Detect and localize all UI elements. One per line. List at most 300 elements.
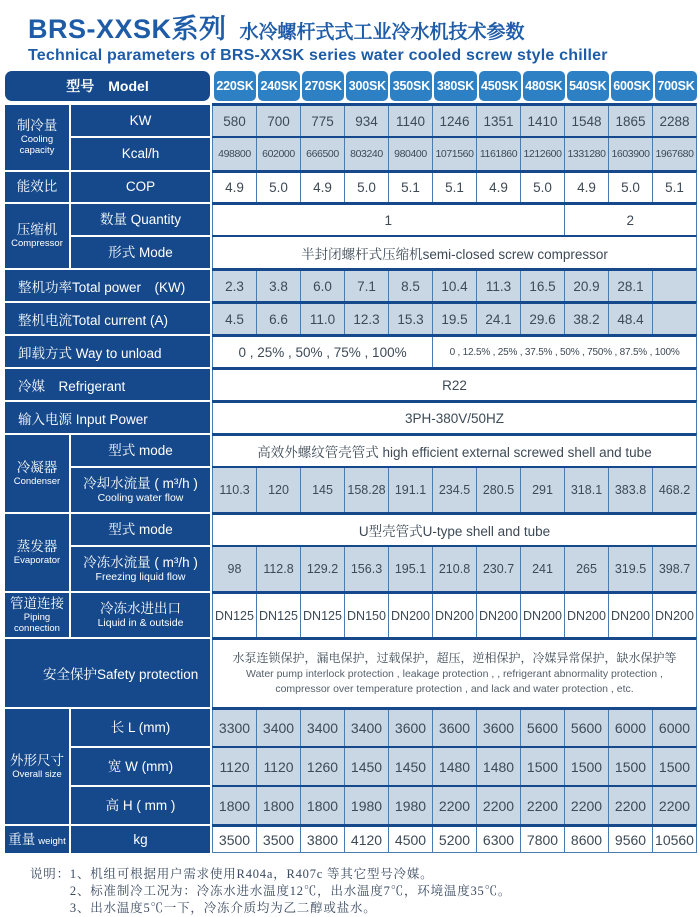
sub-label-cell — [71, 709, 210, 746]
note-line: 3、出水温度5℃一下，冷冻介质均为乙二醇或盐水。 — [69, 901, 377, 915]
data-cell: DN125 — [256, 594, 300, 637]
data-cell: 1212600 — [520, 138, 564, 170]
span-cell: 0 , 25% , 50% , 75% , 100% — [212, 337, 432, 367]
table-row — [5, 400, 697, 433]
sub-label-cell — [71, 105, 210, 136]
data-cell: 1120 — [256, 748, 300, 785]
data-cell: 1865 — [608, 106, 652, 136]
table-row — [71, 235, 697, 268]
data-cell: 4.5 — [212, 304, 256, 334]
sub-label-cell — [71, 172, 210, 202]
category-cell-cop — [5, 172, 69, 202]
model-header-row — [5, 71, 697, 101]
data-cell: 4.9 — [212, 173, 256, 202]
data-cell: 29.6 — [520, 304, 564, 334]
data-cell: 10.4 — [432, 271, 476, 301]
band-rows-piping — [71, 591, 697, 637]
data-cell: 9560 — [608, 827, 652, 852]
data-cell: 2288 — [652, 106, 696, 136]
row-data — [212, 591, 697, 637]
table-row — [5, 367, 697, 400]
model-tabs — [212, 71, 697, 101]
table-row — [71, 746, 697, 785]
table-row — [71, 824, 697, 853]
category-cell-evaporator — [5, 514, 69, 591]
notes-items — [70, 866, 511, 917]
category-label-en: Cooling capacity — [19, 134, 55, 157]
band-rows-cooling-capacity — [71, 103, 697, 170]
data-cell: DN200 — [476, 594, 520, 637]
table-row — [71, 785, 697, 824]
sub-label: 冷冻水进出口 — [100, 600, 181, 616]
band-rows-refrigerant — [5, 367, 697, 400]
data-cell: 6000 — [652, 710, 696, 746]
model-tab-450sk: 450SK — [479, 71, 521, 101]
band-input-power — [5, 400, 697, 433]
band-total-power — [5, 268, 697, 301]
data-cell: 319.5 — [608, 547, 652, 591]
category-label-en: Piping connection — [14, 611, 60, 634]
table-row — [5, 637, 697, 707]
row-data — [212, 746, 697, 785]
data-cell: 3.8 — [256, 271, 300, 301]
category-cell-weight — [5, 826, 69, 853]
data-cell: 3400 — [300, 710, 344, 746]
model-tab-220sk: 220SK — [214, 71, 256, 101]
series-title: BRS-XXSK系列 — [28, 14, 227, 44]
sub-label-en: Freezing liquid flow — [95, 571, 186, 584]
model-tab-600sk: 600SK — [611, 71, 653, 101]
row-data — [212, 637, 697, 707]
sub-label-en: Liquid in & outside — [97, 617, 184, 630]
data-cell: 1980 — [344, 787, 388, 824]
band-condenser — [5, 433, 697, 512]
data-cell: 1410 — [520, 106, 564, 136]
row-data — [212, 334, 697, 367]
sub-label: 宽 W (mm) — [107, 758, 174, 774]
data-cell: DN200 — [388, 594, 432, 637]
data-cell: 2200 — [564, 787, 608, 824]
data-cell: 15.3 — [388, 304, 432, 334]
row-data — [212, 103, 697, 136]
data-cell: 3600 — [432, 710, 476, 746]
data-cell: 3300 — [212, 710, 256, 746]
span-cell: U型壳管式U-type shell and tube — [212, 515, 696, 545]
data-cell: 1800 — [300, 787, 344, 824]
sub-label: 型式 mode — [108, 521, 173, 537]
data-cell: 7.1 — [344, 271, 388, 301]
data-cell: 5200 — [432, 827, 476, 852]
band-evaporator — [5, 512, 697, 591]
model-tab-480sk: 480SK — [523, 71, 565, 101]
table-row — [71, 103, 697, 136]
data-cell: 1071560 — [432, 138, 476, 170]
band-rows-overall-size — [71, 707, 697, 824]
row-data — [212, 136, 697, 170]
sub-label-cell — [71, 138, 210, 170]
data-cell: 145 — [300, 468, 344, 512]
data-cell: DN125 — [212, 594, 256, 637]
page-header — [0, 0, 700, 65]
data-cell: 11.3 — [476, 271, 520, 301]
spec-table — [5, 71, 697, 853]
data-cell: 6.6 — [256, 304, 300, 334]
sub-label-cell — [71, 204, 210, 235]
row-data — [212, 202, 697, 235]
span-cell: 1 — [212, 205, 564, 235]
sub-label-cell — [71, 826, 210, 853]
data-cell — [652, 271, 696, 301]
table-row — [5, 334, 697, 367]
row-data — [212, 235, 697, 268]
sub-label-cell — [71, 787, 210, 824]
data-cell: 666500 — [300, 138, 344, 170]
model-tab-350sk: 350SK — [390, 71, 432, 101]
data-cell: 2200 — [476, 787, 520, 824]
data-cell — [652, 304, 696, 334]
row-data — [212, 707, 697, 746]
data-cell: 1548 — [564, 106, 608, 136]
data-cell: 156.3 — [344, 547, 388, 591]
category-cell-condenser — [5, 435, 69, 512]
row-data — [212, 512, 697, 545]
data-cell: 48.4 — [608, 304, 652, 334]
note-line: 2、标准制冷工况为：冷冻水进水温度12℃，出水温度7℃，环境温度35℃。 — [69, 884, 512, 898]
category-label-en: Overall size — [12, 768, 62, 780]
data-cell: 1450 — [344, 748, 388, 785]
data-cell: 4.9 — [564, 173, 608, 202]
sub-label-cell — [71, 514, 210, 545]
band-rows-unload — [5, 334, 697, 367]
subtitle-en: Technical parameters of BRS-XXSK series water cooled screw style chiller — [28, 47, 608, 64]
data-cell: 112.8 — [256, 547, 300, 591]
data-cell: 1603900 — [608, 138, 652, 170]
data-cell: DN200 — [608, 594, 652, 637]
data-cell: 1800 — [212, 787, 256, 824]
category-label: 重量 weight — [8, 831, 66, 847]
band-rows-safety — [5, 637, 697, 707]
table-body — [5, 103, 697, 853]
data-cell: 3400 — [344, 710, 388, 746]
data-cell: 1140 — [388, 106, 432, 136]
notes-prefix: 说明： — [30, 867, 70, 881]
data-cell: 1800 — [256, 787, 300, 824]
row-label-total-current: 整机电流Total current (A) — [5, 303, 210, 334]
data-cell: 700 — [256, 106, 300, 136]
band-refrigerant — [5, 367, 697, 400]
category-label-cn: 外形尺寸 — [10, 752, 64, 768]
data-cell: DN200 — [652, 594, 696, 637]
category-label-en: Condenser — [13, 475, 61, 487]
data-cell: 7800 — [520, 827, 564, 852]
band-rows-compressor — [71, 202, 697, 268]
data-cell: 1246 — [432, 106, 476, 136]
row-data — [212, 433, 697, 466]
data-cell: 6.0 — [300, 271, 344, 301]
data-cell: 1500 — [520, 748, 564, 785]
row-label-safety: 安全保护Safety protection — [5, 639, 210, 707]
sub-label-cell — [71, 748, 210, 785]
span-cell: 3PH-380V/50HZ — [212, 403, 696, 433]
data-cell: 98 — [212, 547, 256, 591]
data-cell: 3800 — [300, 827, 344, 852]
table-row — [5, 268, 697, 301]
data-cell: 1161860 — [476, 138, 520, 170]
data-cell: 5.0 — [608, 173, 652, 202]
span-cell: 高效外螺纹管壳管式 high efficient external screwed shell and tube — [212, 436, 696, 466]
data-cell: 5600 — [564, 710, 608, 746]
data-cell: 1331280 — [564, 138, 608, 170]
category-label-cn: 压缩机 — [16, 222, 58, 238]
table-row — [71, 512, 697, 545]
data-cell: 1260 — [300, 748, 344, 785]
row-data — [212, 367, 697, 400]
band-rows-total-power — [5, 268, 697, 301]
data-cell: 1450 — [388, 748, 432, 785]
model-tab-380sk: 380SK — [434, 71, 476, 101]
data-cell: 10560 — [652, 827, 696, 852]
data-cell: 1500 — [564, 748, 608, 785]
row-data — [212, 824, 697, 853]
data-cell: 4.9 — [300, 173, 344, 202]
data-cell: 1120 — [212, 748, 256, 785]
row-data — [212, 301, 697, 334]
data-cell: 6300 — [476, 827, 520, 852]
data-cell: 2200 — [652, 787, 696, 824]
sub-label: KW — [129, 112, 152, 128]
table-row — [71, 466, 697, 512]
table-row — [71, 170, 697, 202]
model-tab-240sk: 240SK — [258, 71, 300, 101]
data-cell: 265 — [564, 547, 608, 591]
band-safety — [5, 637, 697, 707]
data-cell: 38.2 — [564, 304, 608, 334]
band-rows-evaporator — [71, 512, 697, 591]
data-cell: 4500 — [388, 827, 432, 852]
data-cell: 3600 — [388, 710, 432, 746]
data-cell: 803240 — [344, 138, 388, 170]
band-compressor — [5, 202, 697, 268]
span-cell: 2 — [564, 205, 696, 235]
sub-label: 型式 mode — [108, 442, 173, 458]
sub-label: 数量 Quantity — [99, 211, 182, 227]
band-rows-condenser — [71, 433, 697, 512]
row-data — [212, 170, 697, 202]
sub-label: Kcal/h — [121, 146, 160, 162]
data-cell: 1500 — [652, 748, 696, 785]
sub-label-cell — [71, 547, 210, 591]
data-cell: 1980 — [388, 787, 432, 824]
span-cell-line: 水泵连锁保护，漏电保护，过载保护，超压，逆相保护，冷媒异常保护，缺水保护等 — [232, 650, 677, 665]
data-cell: 191.1 — [388, 468, 432, 512]
data-cell: 5.0 — [344, 173, 388, 202]
note-line: 1、机组可根据用户需求使用R404a，R407c 等其它型号冷媒。 — [69, 867, 434, 881]
category-label-cn: 管道连接 — [10, 595, 64, 611]
data-cell: 195.1 — [388, 547, 432, 591]
table-row — [71, 545, 697, 591]
band-total-current — [5, 301, 697, 334]
sub-label-cell — [71, 237, 210, 268]
data-cell: 16.5 — [520, 271, 564, 301]
data-cell: 3400 — [256, 710, 300, 746]
category-cell-overall-size — [5, 709, 69, 824]
data-cell: 12.3 — [344, 304, 388, 334]
band-piping — [5, 591, 697, 637]
table-row — [71, 591, 697, 637]
data-cell: 210.8 — [432, 547, 476, 591]
sub-label-cell — [71, 468, 210, 512]
data-cell: DN200 — [520, 594, 564, 637]
data-cell: 8600 — [564, 827, 608, 852]
band-rows-weight — [71, 824, 697, 853]
data-cell: 2200 — [520, 787, 564, 824]
sub-label-cell — [71, 593, 210, 637]
data-cell: 120 — [256, 468, 300, 512]
sub-label: 高 H ( mm ) — [105, 797, 176, 813]
sub-label: 冷却水流量 ( m³/h ) — [83, 475, 198, 491]
row-label-input-power: 输入电源 Input Power — [5, 402, 210, 433]
row-data — [212, 466, 697, 512]
data-cell: 291 — [520, 468, 564, 512]
data-cell: 3600 — [476, 710, 520, 746]
data-cell: 129.2 — [300, 547, 344, 591]
notes-section — [30, 866, 700, 917]
band-rows-input-power — [5, 400, 697, 433]
data-cell: 1500 — [608, 748, 652, 785]
row-data — [212, 400, 697, 433]
row-label-total-power: 整机功率Total power (KW) — [5, 270, 210, 301]
data-cell: 1351 — [476, 106, 520, 136]
model-header-cell — [5, 71, 210, 101]
span-cell: 半封闭螺杆式压缩机semi-closed screw compressor — [212, 237, 696, 268]
data-cell: 383.8 — [608, 468, 652, 512]
span-cell: 0 , 12.5% , 25% , 37.5% , 50% , 750% , 87.5% , 100% — [432, 337, 696, 367]
table-row — [71, 707, 697, 746]
data-cell: 3500 — [212, 827, 256, 852]
data-cell: 468.2 — [652, 468, 696, 512]
subtitle-cn: 水冷螺杆式式工业冷水机技术参数 — [239, 22, 525, 43]
data-cell: 580 — [212, 106, 256, 136]
data-cell: DN200 — [564, 594, 608, 637]
title-line — [28, 7, 700, 46]
data-cell: 398.7 — [652, 547, 696, 591]
sub-label: 冷冻水流量 ( m³/h ) — [83, 554, 198, 570]
data-cell: 4.9 — [476, 173, 520, 202]
span-cell — [212, 640, 696, 707]
data-cell: 3500 — [256, 827, 300, 852]
model-tab-300sk: 300SK — [346, 71, 388, 101]
data-cell: 230.7 — [476, 547, 520, 591]
data-cell: 110.3 — [212, 468, 256, 512]
band-cop — [5, 170, 697, 202]
data-cell: 775 — [300, 106, 344, 136]
data-cell: 318.1 — [564, 468, 608, 512]
span-cell: R22 — [212, 370, 696, 400]
band-weight — [5, 824, 697, 853]
data-cell: 1480 — [432, 748, 476, 785]
model-label-cn: 型号 — [66, 78, 95, 94]
data-cell: 980400 — [388, 138, 432, 170]
band-overall-size — [5, 707, 697, 824]
category-label-cn: 蒸发器 — [16, 538, 58, 554]
data-cell: DN150 — [344, 594, 388, 637]
data-cell: 5.0 — [256, 173, 300, 202]
data-cell: 2200 — [608, 787, 652, 824]
category-label-cn: 冷凝器 — [16, 459, 58, 475]
data-cell: 234.5 — [432, 468, 476, 512]
sub-label-cell — [71, 435, 210, 466]
sub-label: COP — [125, 179, 156, 195]
model-tab-540sk: 540SK — [567, 71, 609, 101]
span-cell-line: Water pump interlock protection , leakage protection , , refrigerant abnormality protection , — [246, 667, 663, 680]
sub-label: 形式 Mode — [108, 244, 173, 260]
table-row — [71, 136, 697, 170]
data-cell: 498800 — [212, 138, 256, 170]
category-cell-cooling-capacity — [5, 105, 69, 170]
data-cell: 24.1 — [476, 304, 520, 334]
data-cell: 241 — [520, 547, 564, 591]
category-cell-piping — [5, 593, 69, 637]
table-row — [71, 433, 697, 466]
sub-label: kg — [133, 831, 148, 847]
sub-label: 长 L (mm) — [110, 719, 171, 735]
row-label-unload: 卸载方式 Way to unload — [5, 336, 210, 367]
category-label-en: Evaporator — [13, 554, 61, 566]
data-cell: 934 — [344, 106, 388, 136]
data-cell: 158.28 — [344, 468, 388, 512]
data-cell: DN200 — [432, 594, 476, 637]
band-rows-total-current — [5, 301, 697, 334]
model-tab-700sk: 700SK — [655, 71, 697, 101]
data-cell: 2200 — [432, 787, 476, 824]
data-cell: 602000 — [256, 138, 300, 170]
data-cell: 8.5 — [388, 271, 432, 301]
data-cell: 28.1 — [608, 271, 652, 301]
data-cell: 11.0 — [300, 304, 344, 334]
data-cell: 20.9 — [564, 271, 608, 301]
span-cell-line: compressor over temperature protection , and lack and water protection , etc. — [275, 683, 634, 696]
model-tab-270sk: 270SK — [302, 71, 344, 101]
data-cell: 280.5 — [476, 468, 520, 512]
table-row — [5, 301, 697, 334]
row-data — [212, 268, 697, 301]
category-cell-compressor — [5, 204, 69, 268]
data-cell: 5.1 — [652, 173, 696, 202]
band-cooling-capacity — [5, 103, 697, 170]
data-cell: DN125 — [300, 594, 344, 637]
category-label-cn: 能效比 — [16, 179, 58, 195]
row-label-refrigerant: 冷媒 Refrigerant — [5, 369, 210, 400]
row-data — [212, 785, 697, 824]
data-cell: 5600 — [520, 710, 564, 746]
category-label-en: Compressor — [11, 238, 63, 250]
band-unload — [5, 334, 697, 367]
data-cell: 1480 — [476, 748, 520, 785]
data-cell: 2.3 — [212, 271, 256, 301]
data-cell: 5.1 — [388, 173, 432, 202]
sub-label-en: Cooling water flow — [97, 492, 184, 505]
data-cell: 5.1 — [432, 173, 476, 202]
table-row — [71, 202, 697, 235]
model-label-en: Model — [108, 78, 149, 94]
row-data — [212, 545, 697, 591]
data-cell: 5.0 — [520, 173, 564, 202]
category-label-cn: 制冷量 — [16, 118, 58, 134]
data-cell: 19.5 — [432, 304, 476, 334]
data-cell: 1967680 — [652, 138, 696, 170]
data-cell: 4120 — [344, 827, 388, 852]
band-rows-cop — [71, 170, 697, 202]
